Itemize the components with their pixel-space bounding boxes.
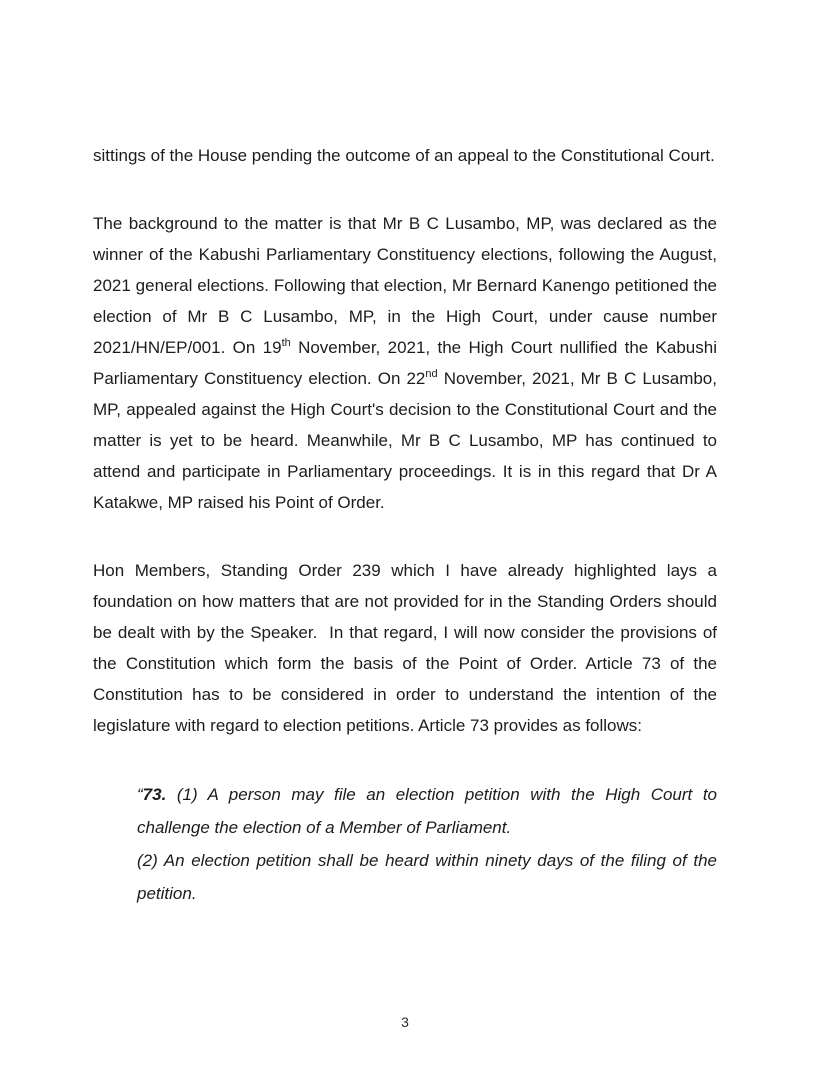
text-segment: November, 2021, the High Court nullified the Kabushi Parliamentary Constituency election. On 22: [93, 338, 717, 388]
quoted-article-73-block: [137, 778, 717, 910]
page-number: 3: [401, 1014, 409, 1030]
text-segment: (2) An election petition shall be heard within ninety days of the filing of the petition.: [137, 851, 717, 903]
paragraph-standing-order-239: [93, 555, 717, 741]
text-segment: The background to the matter is that Mr B C Lusambo, MP, was declared as the winner of the Kabushi Parliamentary Constituency elections, following the August, 2021 general elections. Following that election, Mr Bernard Kanengo petitioned the election of Mr B C Lusambo, MP, in the High Court, under cause number 2021/HN/EP/001. On 19: [93, 214, 717, 357]
text-segment: “: [137, 785, 143, 804]
text-segment: (1) A person may file an election petition with the High Court to challenge the election of a Member of Parliament.: [137, 785, 717, 837]
text-segment: Hon Members, Standing Order 239 which I have already highlighted lays a foundation on how matters that are not provided for in the Standing Orders should be dealt with by the Speaker. In that regard, I will now consider the provisions of the Constitution which form the basis of the Point of Order. Article 73 of the Constitution has to be considered in order to understand the intention of the legislature with regard to election petitions. Article 73 provides as follows:: [93, 561, 717, 735]
text-segment: November, 2021, Mr B C Lusambo, MP, appealed against the High Court's decision to the Constitutional Court and the matter is yet to be heard. Meanwhile, Mr B C Lusambo, MP has continued to attend and participate in Parliamentary proceedings. It is in this regard that Dr A Katakwe, MP raised his Point of Order.: [93, 369, 717, 512]
quote-article-73-clause-2: [137, 844, 717, 910]
ordinal-superscript: th: [281, 337, 291, 349]
page-footer: [93, 1014, 717, 1032]
paragraph-background: [93, 208, 717, 518]
paragraph-appeal-pending: [93, 140, 717, 171]
ordinal-superscript: nd: [425, 368, 438, 380]
quote-article-73-clause-1: [137, 778, 717, 844]
bold-text-segment: 73.: [142, 785, 167, 804]
text-segment: sittings of the House pending the outcome of an appeal to the Constitutional Court.: [93, 146, 715, 165]
